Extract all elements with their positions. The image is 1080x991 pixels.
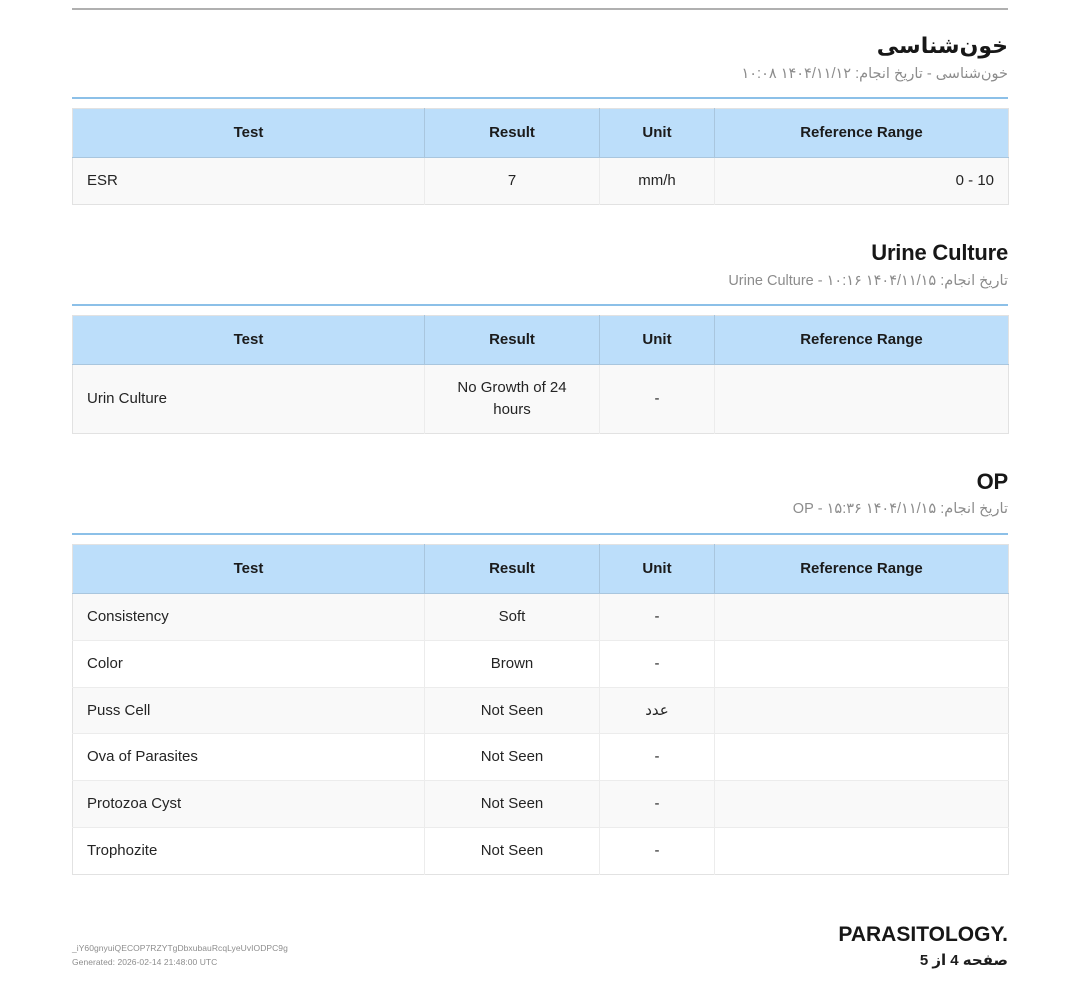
cell-test: Trophozite xyxy=(73,827,425,874)
cell-test: Color xyxy=(73,640,425,687)
cell-test: Urin Culture xyxy=(73,365,425,434)
column-header-unit: Unit xyxy=(600,545,715,594)
cell-range xyxy=(715,781,1009,828)
table-row xyxy=(73,158,1009,205)
section-header xyxy=(72,32,1008,85)
table-row xyxy=(73,594,1009,641)
cell-result: Soft xyxy=(425,594,600,641)
section-op xyxy=(72,434,1008,875)
cell-unit: - xyxy=(600,365,715,434)
section-title: خون‌شناسی xyxy=(876,33,1008,58)
page-footer xyxy=(72,941,1008,969)
table-row xyxy=(73,640,1009,687)
cell-unit: - xyxy=(600,781,715,828)
section-header xyxy=(72,468,1008,521)
cell-unit: - xyxy=(600,827,715,874)
table-row xyxy=(73,365,1009,434)
generated-timestamp: Generated: 2026-02-14 21:48:00 UTC xyxy=(72,956,218,967)
table-header-row xyxy=(73,109,1009,158)
section-accent-rule xyxy=(72,533,1008,535)
results-table-op xyxy=(72,544,1009,875)
table-row xyxy=(73,781,1009,828)
results-table-hematology xyxy=(72,108,1009,205)
table-header-row xyxy=(73,545,1009,594)
cell-result: 7 xyxy=(425,158,600,205)
column-header-result: Result xyxy=(425,316,600,365)
column-header-unit: Unit xyxy=(600,316,715,365)
cell-range: 0 - 10 xyxy=(715,158,1009,205)
cell-result: Not Seen xyxy=(425,734,600,781)
section-header xyxy=(72,239,1008,292)
cell-unit: - xyxy=(600,594,715,641)
column-header-test: Test xyxy=(73,545,425,594)
cell-result: Not Seen xyxy=(425,781,600,828)
footer-meta xyxy=(72,941,288,969)
section-accent-rule xyxy=(72,97,1008,99)
cell-test: Puss Cell xyxy=(73,687,425,734)
results-table-urine-culture xyxy=(72,315,1009,434)
column-header-result: Result xyxy=(425,109,600,158)
cell-unit: - xyxy=(600,734,715,781)
section-subtitle: تاریخ انجام: ۱۴۰۴/۱۱/۱۵ ۱۰:۱۶ - Urine Culture xyxy=(728,272,1008,289)
cell-range xyxy=(715,594,1009,641)
page-number: صفحه 4 از 5 xyxy=(919,952,1008,969)
column-header-range: Reference Range xyxy=(715,545,1009,594)
cell-range xyxy=(715,734,1009,781)
cell-range xyxy=(715,640,1009,687)
cell-result: Brown xyxy=(425,640,600,687)
table-row xyxy=(73,687,1009,734)
column-header-test: Test xyxy=(73,109,425,158)
section-urine-culture xyxy=(72,205,1008,434)
cell-unit: عدد xyxy=(600,687,715,734)
cell-unit: - xyxy=(600,640,715,687)
column-header-range: Reference Range xyxy=(715,109,1009,158)
cell-test: Consistency xyxy=(73,594,425,641)
column-header-range: Reference Range xyxy=(715,316,1009,365)
trailing-section-title: PARASITOLOGY. xyxy=(838,922,1008,946)
cell-result: Not Seen xyxy=(425,827,600,874)
section-accent-rule xyxy=(72,304,1008,306)
cell-test: Ova of Parasites xyxy=(73,734,425,781)
cell-range xyxy=(715,365,1009,434)
cell-range xyxy=(715,687,1009,734)
page-top-divider xyxy=(72,8,1008,10)
cell-test: ESR xyxy=(73,158,425,205)
section-title: OP xyxy=(976,468,1008,494)
section-subtitle: تاریخ انجام: ۱۴۰۴/۱۱/۱۵ ۱۵:۳۶ - OP xyxy=(792,501,1008,518)
section-subtitle: خون‌شناسی - تاریخ انجام: ۱۴۰۴/۱۱/۱۲ ۱۰:۰۸ xyxy=(741,65,1008,82)
table-row xyxy=(73,827,1009,874)
cell-test: Protozoa Cyst xyxy=(73,781,425,828)
column-header-test: Test xyxy=(73,316,425,365)
document-id: _iY60gnyuiQECOP7RZYTgDbxubauRcqLyeUvIODPC9g xyxy=(72,942,288,953)
section-hematology xyxy=(72,0,1008,205)
cell-result: No Growth of 24 hours xyxy=(425,365,600,434)
table-header-row xyxy=(73,316,1009,365)
table-row xyxy=(73,734,1009,781)
cell-result: Not Seen xyxy=(425,687,600,734)
cell-unit: mm/h xyxy=(600,158,715,205)
column-header-result: Result xyxy=(425,545,600,594)
cell-range xyxy=(715,827,1009,874)
column-header-unit: Unit xyxy=(600,109,715,158)
section-title: Urine Culture xyxy=(871,240,1008,265)
